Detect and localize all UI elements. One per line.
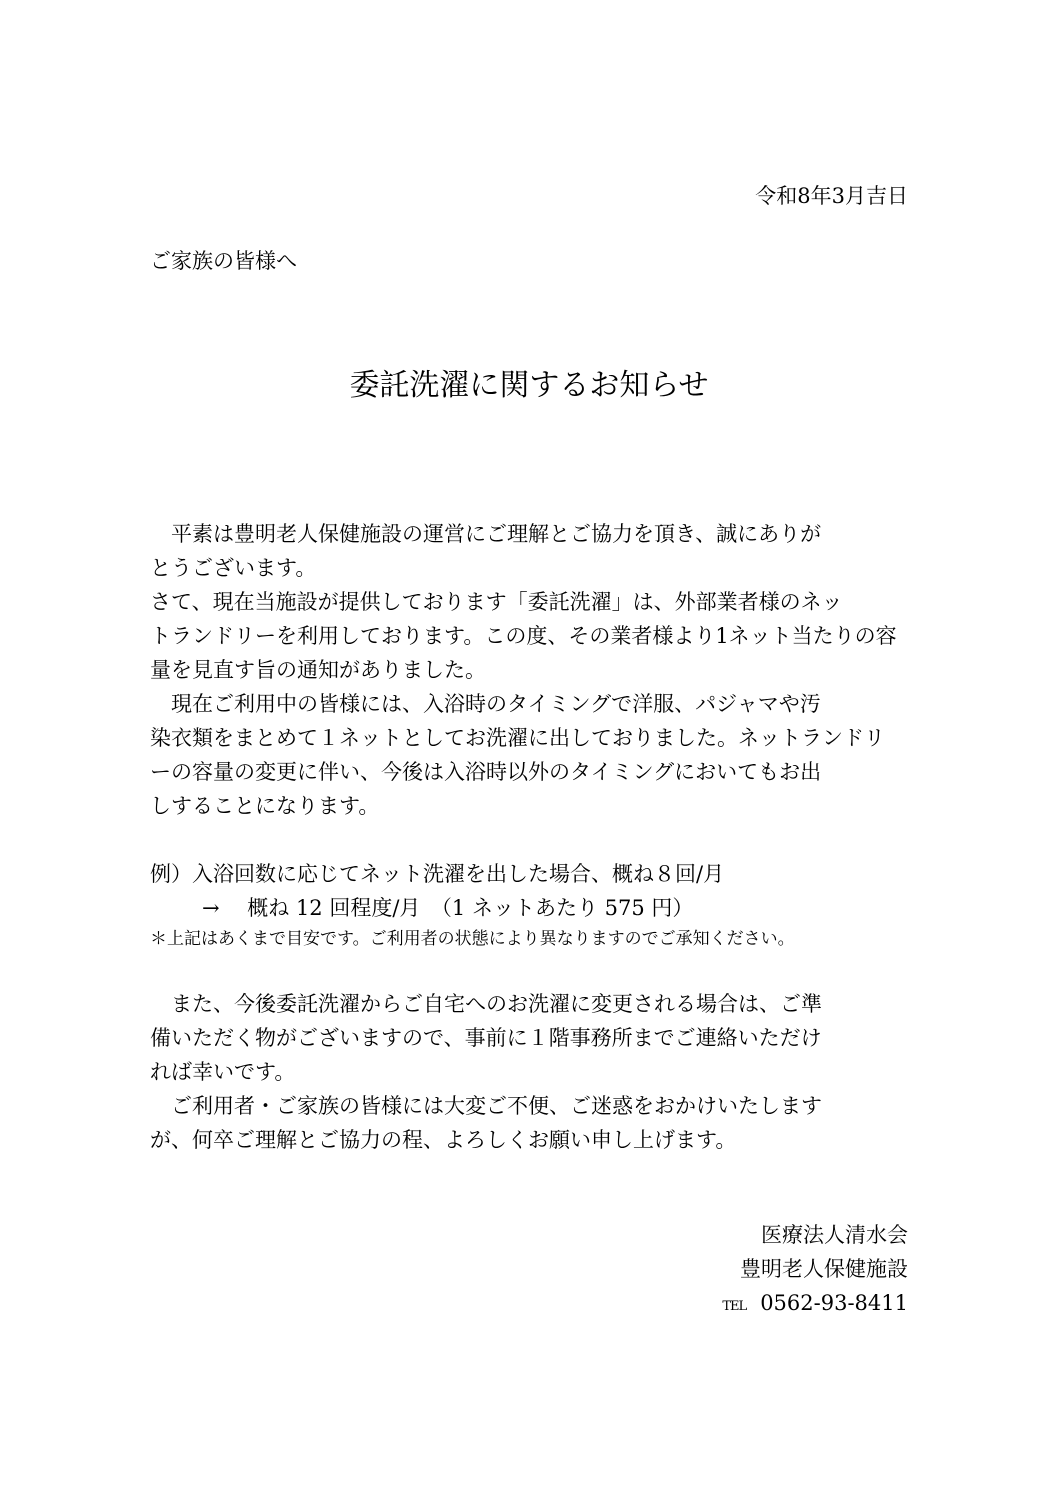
example-note: ＊上記はあくまで目安です。ご利用者の状態により異なりますのでご承知ください。 [150, 929, 795, 949]
facility-name: 豊明老人保健施設 [740, 1257, 908, 1281]
text-line: れば幸いです。 [150, 1060, 296, 1084]
organization-name: 医療法人清水会 [761, 1223, 908, 1247]
paragraph-laundry-service [150, 585, 910, 687]
document-title: 委託洗濯に関するお知らせ [349, 368, 709, 403]
text-line: とうございます。 [150, 556, 317, 580]
text-line: 平素は豊明老人保健施設の運営にご理解とご協力を頂き、誠にありが [150, 522, 822, 546]
signature-block [722, 1218, 908, 1320]
text-line: しすることになります。 [150, 794, 380, 818]
text-line: が、何卒ご理解とご協力の程、よろしくお願い申し上げます。 [150, 1128, 737, 1152]
tel-number: 0562-93-8411 [760, 1291, 908, 1315]
example-line: 例）入浴回数に応じてネット洗濯を出した場合、概ね８回/月 [150, 862, 725, 886]
text-line: 量を見直す旨の通知がありました。 [150, 658, 486, 682]
paragraph-closing [150, 1089, 910, 1157]
paragraph-gap [150, 953, 910, 987]
text-line: ーの容量の変更に伴い、今後は入浴時以外のタイミングにおいてもお出 [150, 760, 822, 784]
example-block [150, 857, 910, 953]
document-body [150, 517, 910, 1157]
text-line: さて、現在当施設が提供しております「委託洗濯」は、外部業者様のネッ [150, 590, 843, 614]
paragraph-greeting [150, 517, 910, 585]
text-line: トランドリーを利用しております。この度、その業者様より1ネット当たりの容 [150, 624, 897, 648]
text-line: ご利用者・ご家族の皆様には大変ご不便、ご迷惑をおかけいたします [150, 1094, 822, 1118]
text-line: 現在ご利用中の皆様には、入浴時のタイミングで洋服、パジャマや汚 [150, 692, 821, 716]
issue-date: 令和8年3月吉日 [755, 184, 908, 208]
telephone-line [722, 1286, 908, 1320]
text-line: 備いただく物がございますので、事前に１階事務所までご連絡いただけ [150, 1026, 822, 1050]
example-result-line: → 概ね 12 回程度/月 （1 ネットあたり 575 円） [202, 896, 694, 920]
text-line: 染衣類をまとめて１ネットとしてお洗濯に出しておりました。ネットランドリ [150, 726, 885, 750]
paragraph-capacity-change [150, 687, 910, 823]
paragraph-gap [150, 823, 910, 857]
recipient-salutation: ご家族の皆様へ [150, 249, 297, 273]
paragraph-home-laundry [150, 987, 910, 1089]
tel-label: TEL [722, 1299, 747, 1314]
text-line: また、今後委託洗濯からご自宅へのお洗濯に変更される場合は、ご準 [150, 992, 822, 1016]
